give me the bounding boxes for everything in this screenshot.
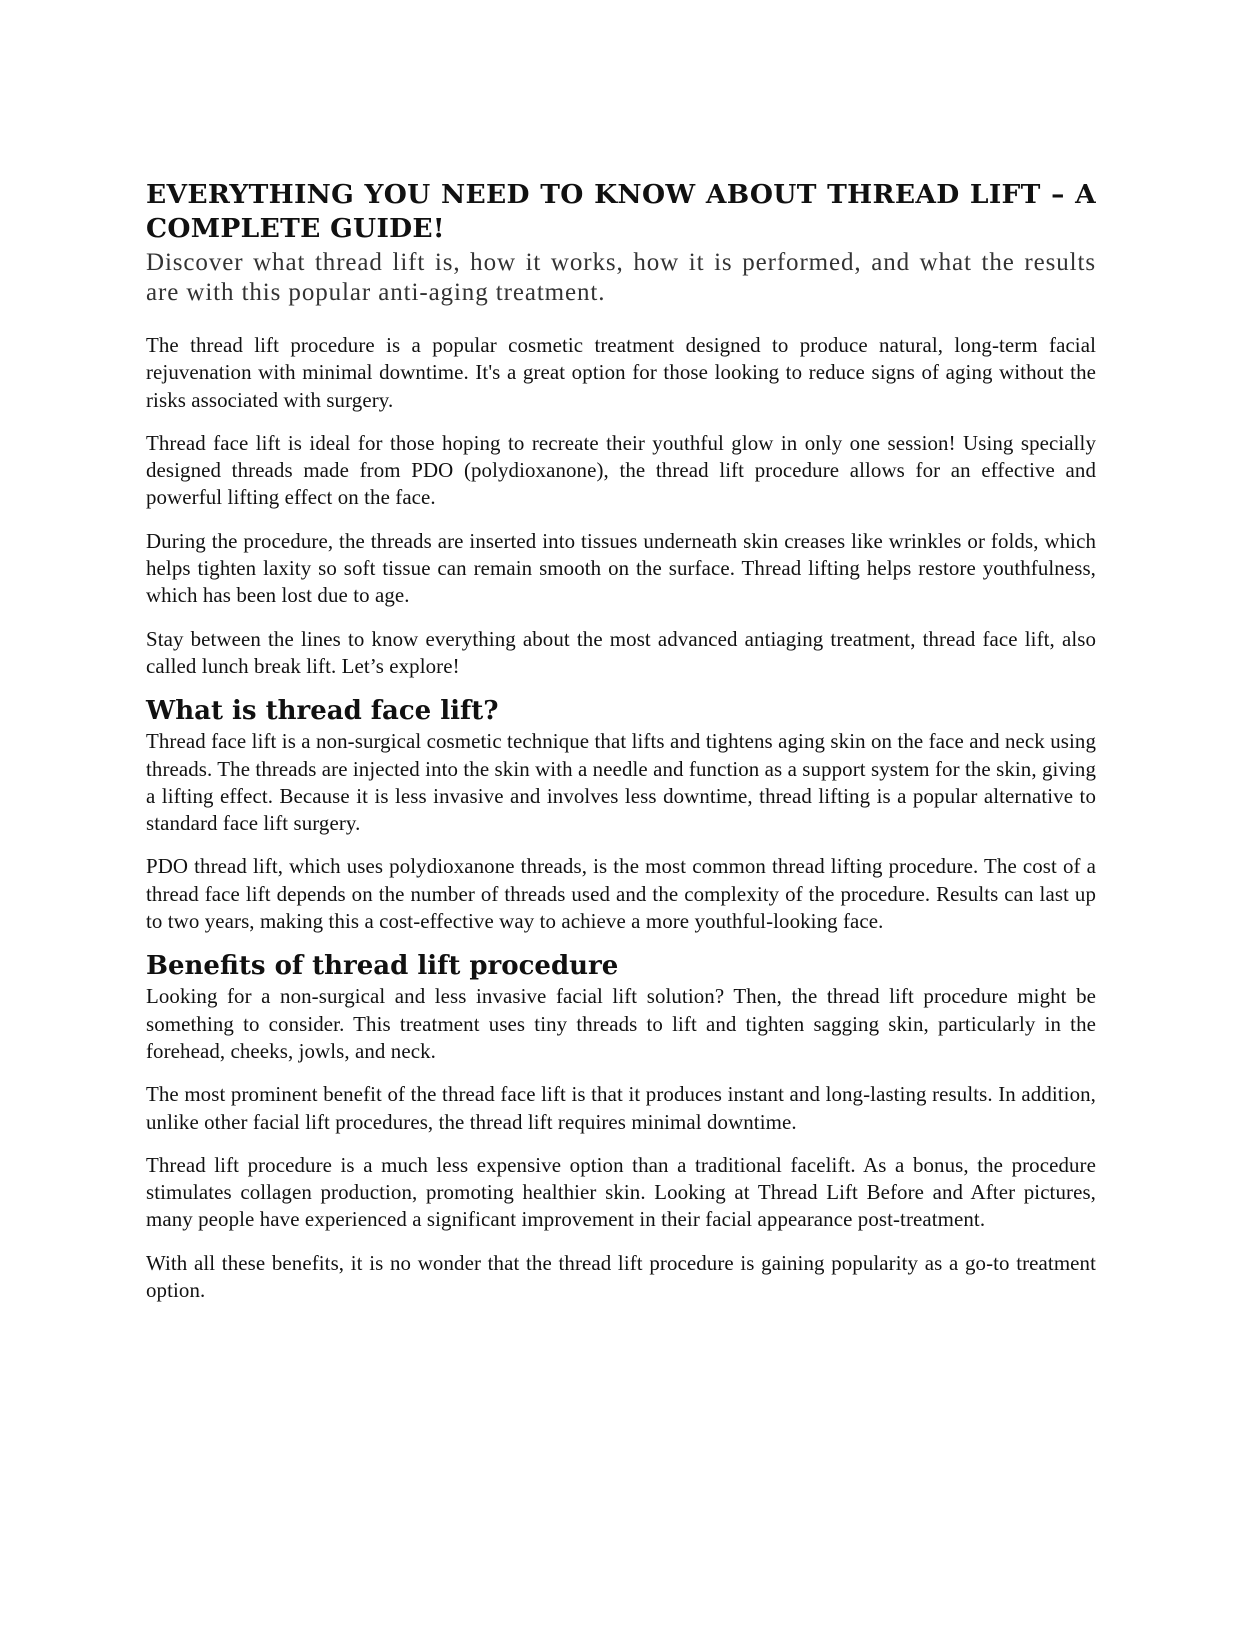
intro-paragraph: During the procedure, the threads are inserted into tissues underneath skin creases like wrinkles or folds, which helps tighten laxity so soft tissue can remain smooth on the surface. Thread lifting helps restore youthfulness, which has been lost due to age. (146, 528, 1096, 608)
section-benefits (146, 949, 1096, 1304)
section-paragraph: The most prominent benefit of the thread face lift is that it produces instant and long-lasting results. In addition, unlike other facial lift procedures, the thread lift requires minimal downtime. (146, 1082, 1096, 1134)
document-title: EVERYTHING YOU NEED TO KNOW ABOUT THREAD LIFT – A COMPLETE GUIDE! (146, 179, 1096, 244)
section-what-is-thread-face-lift (146, 694, 1096, 935)
intro-paragraph: Thread face lift is ideal for those hoping to recreate their youthful glow in only one session! Using specially designed threads made from PDO (polydioxanone), the thread lift procedure allows for an effective and powerful lifting effect on the face. (146, 430, 1096, 510)
intro-paragraph: The thread lift procedure is a popular cosmetic treatment designed to produce natural, long-term facial rejuvenation with minimal downtime. It's a great option for those looking to reduce signs of aging without the risks associated with surgery. (146, 333, 1096, 412)
section-paragraph: Thread face lift is a non-surgical cosmetic technique that lifts and tightens aging skin on the face and neck using threads. The threads are injected into the skin with a needle and function as a support system for the skin, giving a lifting effect. Because it is less invasive and involves less downtime, thread lifting is a popular alternative to standard face lift surgery. (146, 729, 1096, 836)
document-page (146, 178, 1096, 1304)
intro-paragraph: Stay between the lines to know everything about the most advanced antiaging treatment, thread face lift, also called lunch break lift. Let’s explore! (146, 626, 1096, 678)
section-paragraph: Thread lift procedure is a much less expensive option than a traditional facelift. As a bonus, the procedure stimulates collagen production, promoting healthier skin. Looking at Thread Lift Before and After pictures, many people have experienced a significant improvement in their facial appearance post-treatment. (146, 1152, 1096, 1232)
section-paragraph: PDO thread lift, which uses polydioxanone threads, is the most common thread lifting procedure. The cost of a thread face lift depends on the number of threads used and the complexity of the procedure. Results can last up to two years, making this a cost-effective way to achieve a more youthful-looking face. (146, 854, 1096, 934)
section-paragraph: With all these benefits, it is no wonder that the thread lift procedure is gaining popularity as a go-to treatment option. (146, 1250, 1096, 1303)
section-heading: Benefits of thread lift procedure (146, 951, 619, 982)
document-subtitle: Discover what thread lift is, how it works, how it is performed, and what the results are with this popular anti-aging treatment. (146, 249, 1096, 306)
section-paragraph: Looking for a non-surgical and less invasive facial lift solution? Then, the thread lift procedure might be something to consider. This treatment uses tiny threads to lift and tighten sagging skin, particularly in the forehead, cheeks, jowls, and neck. (146, 984, 1096, 1063)
intro-section (146, 332, 1096, 680)
section-heading: What is thread face lift? (146, 696, 499, 727)
